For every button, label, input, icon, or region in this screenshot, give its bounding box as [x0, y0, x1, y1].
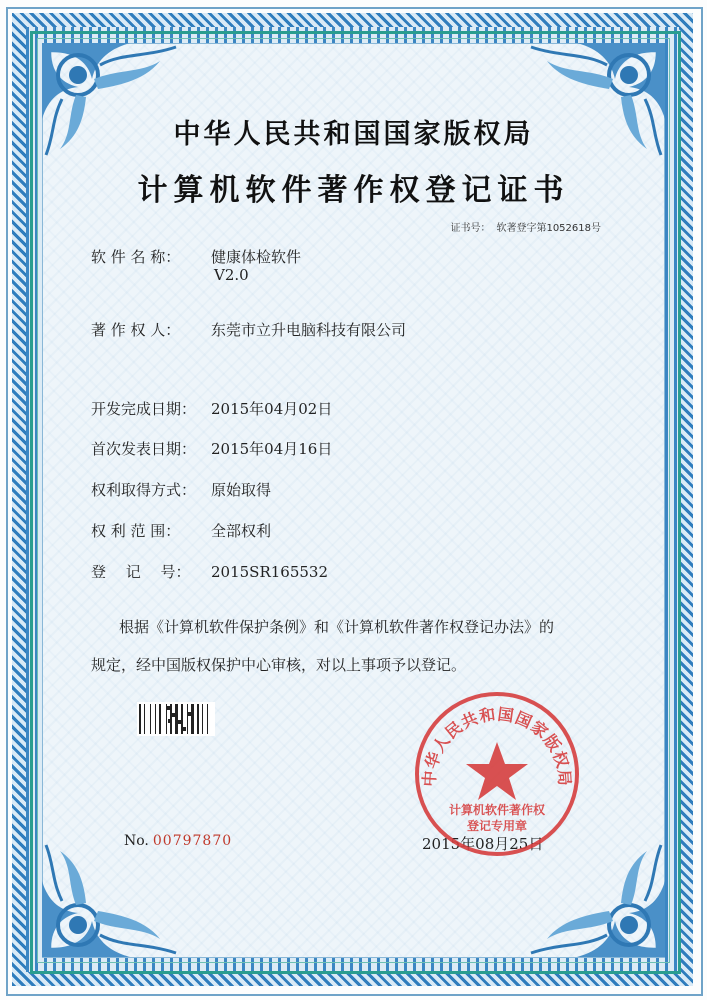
field-value: 2015年04月02日	[211, 400, 333, 418]
field-value: 2015SR165532	[211, 563, 329, 581]
field-value: 东莞市立升电脑科技有限公司	[211, 321, 407, 339]
certificate-number-label: 证书号：	[450, 223, 491, 234]
svg-text:登记专用章: 登记专用章	[466, 819, 528, 833]
corner-ornament-icon	[519, 841, 669, 961]
issuer-title: 中华人民共和国国家版权局	[173, 119, 534, 150]
field-value: 全部权利	[211, 522, 272, 540]
svg-text:中华人民共和国国家版权局: 中华人民共和国国家版权局	[419, 704, 575, 788]
official-seal-icon	[413, 690, 581, 858]
field-completion-date	[91, 398, 332, 419]
field-label: 软 件 名 称：	[91, 248, 181, 266]
issue-date: 2015年08月25日	[422, 835, 544, 853]
certificate-number	[450, 219, 601, 234]
field-label: 权 利 范 围：	[91, 522, 181, 540]
field-publish-date	[91, 438, 332, 459]
field-label: 权利取得方式：	[91, 481, 197, 499]
certificate-number-value: 软著登字第1052618号	[496, 223, 601, 234]
serial-number	[124, 833, 232, 849]
corner-ornament-icon	[38, 841, 188, 961]
serial-value: 00797870	[152, 833, 233, 849]
field-value: 健康体检软件	[211, 248, 302, 266]
field-copyright-owner	[91, 319, 406, 340]
body-paragraph-line: 根据《计算机软件保护条例》和《计算机软件著作权登记办法》的	[119, 618, 555, 636]
field-label: 开发完成日期：	[91, 400, 197, 418]
field-registration-number	[91, 561, 328, 582]
certificate-title: 计算机软件著作权登记证书	[137, 173, 570, 208]
field-acquire-method	[91, 479, 271, 500]
field-value: 原始取得	[211, 481, 272, 499]
field-label: 登 记 号：	[91, 563, 191, 581]
software-version: V2.0	[214, 266, 249, 284]
barcode-icon	[137, 702, 215, 736]
field-software-name	[91, 246, 301, 267]
field-label: 首次发表日期：	[91, 440, 197, 458]
field-label: 著 作 权 人：	[91, 321, 181, 339]
serial-label: No.	[124, 833, 149, 849]
field-rights-scope	[91, 520, 271, 541]
svg-text:计算机软件著作权: 计算机软件著作权	[448, 803, 546, 817]
body-paragraph-line: 规定，经中国版权保护中心审核，对以上事项予以登记。	[91, 656, 467, 674]
field-value: 2015年04月16日	[211, 440, 333, 458]
